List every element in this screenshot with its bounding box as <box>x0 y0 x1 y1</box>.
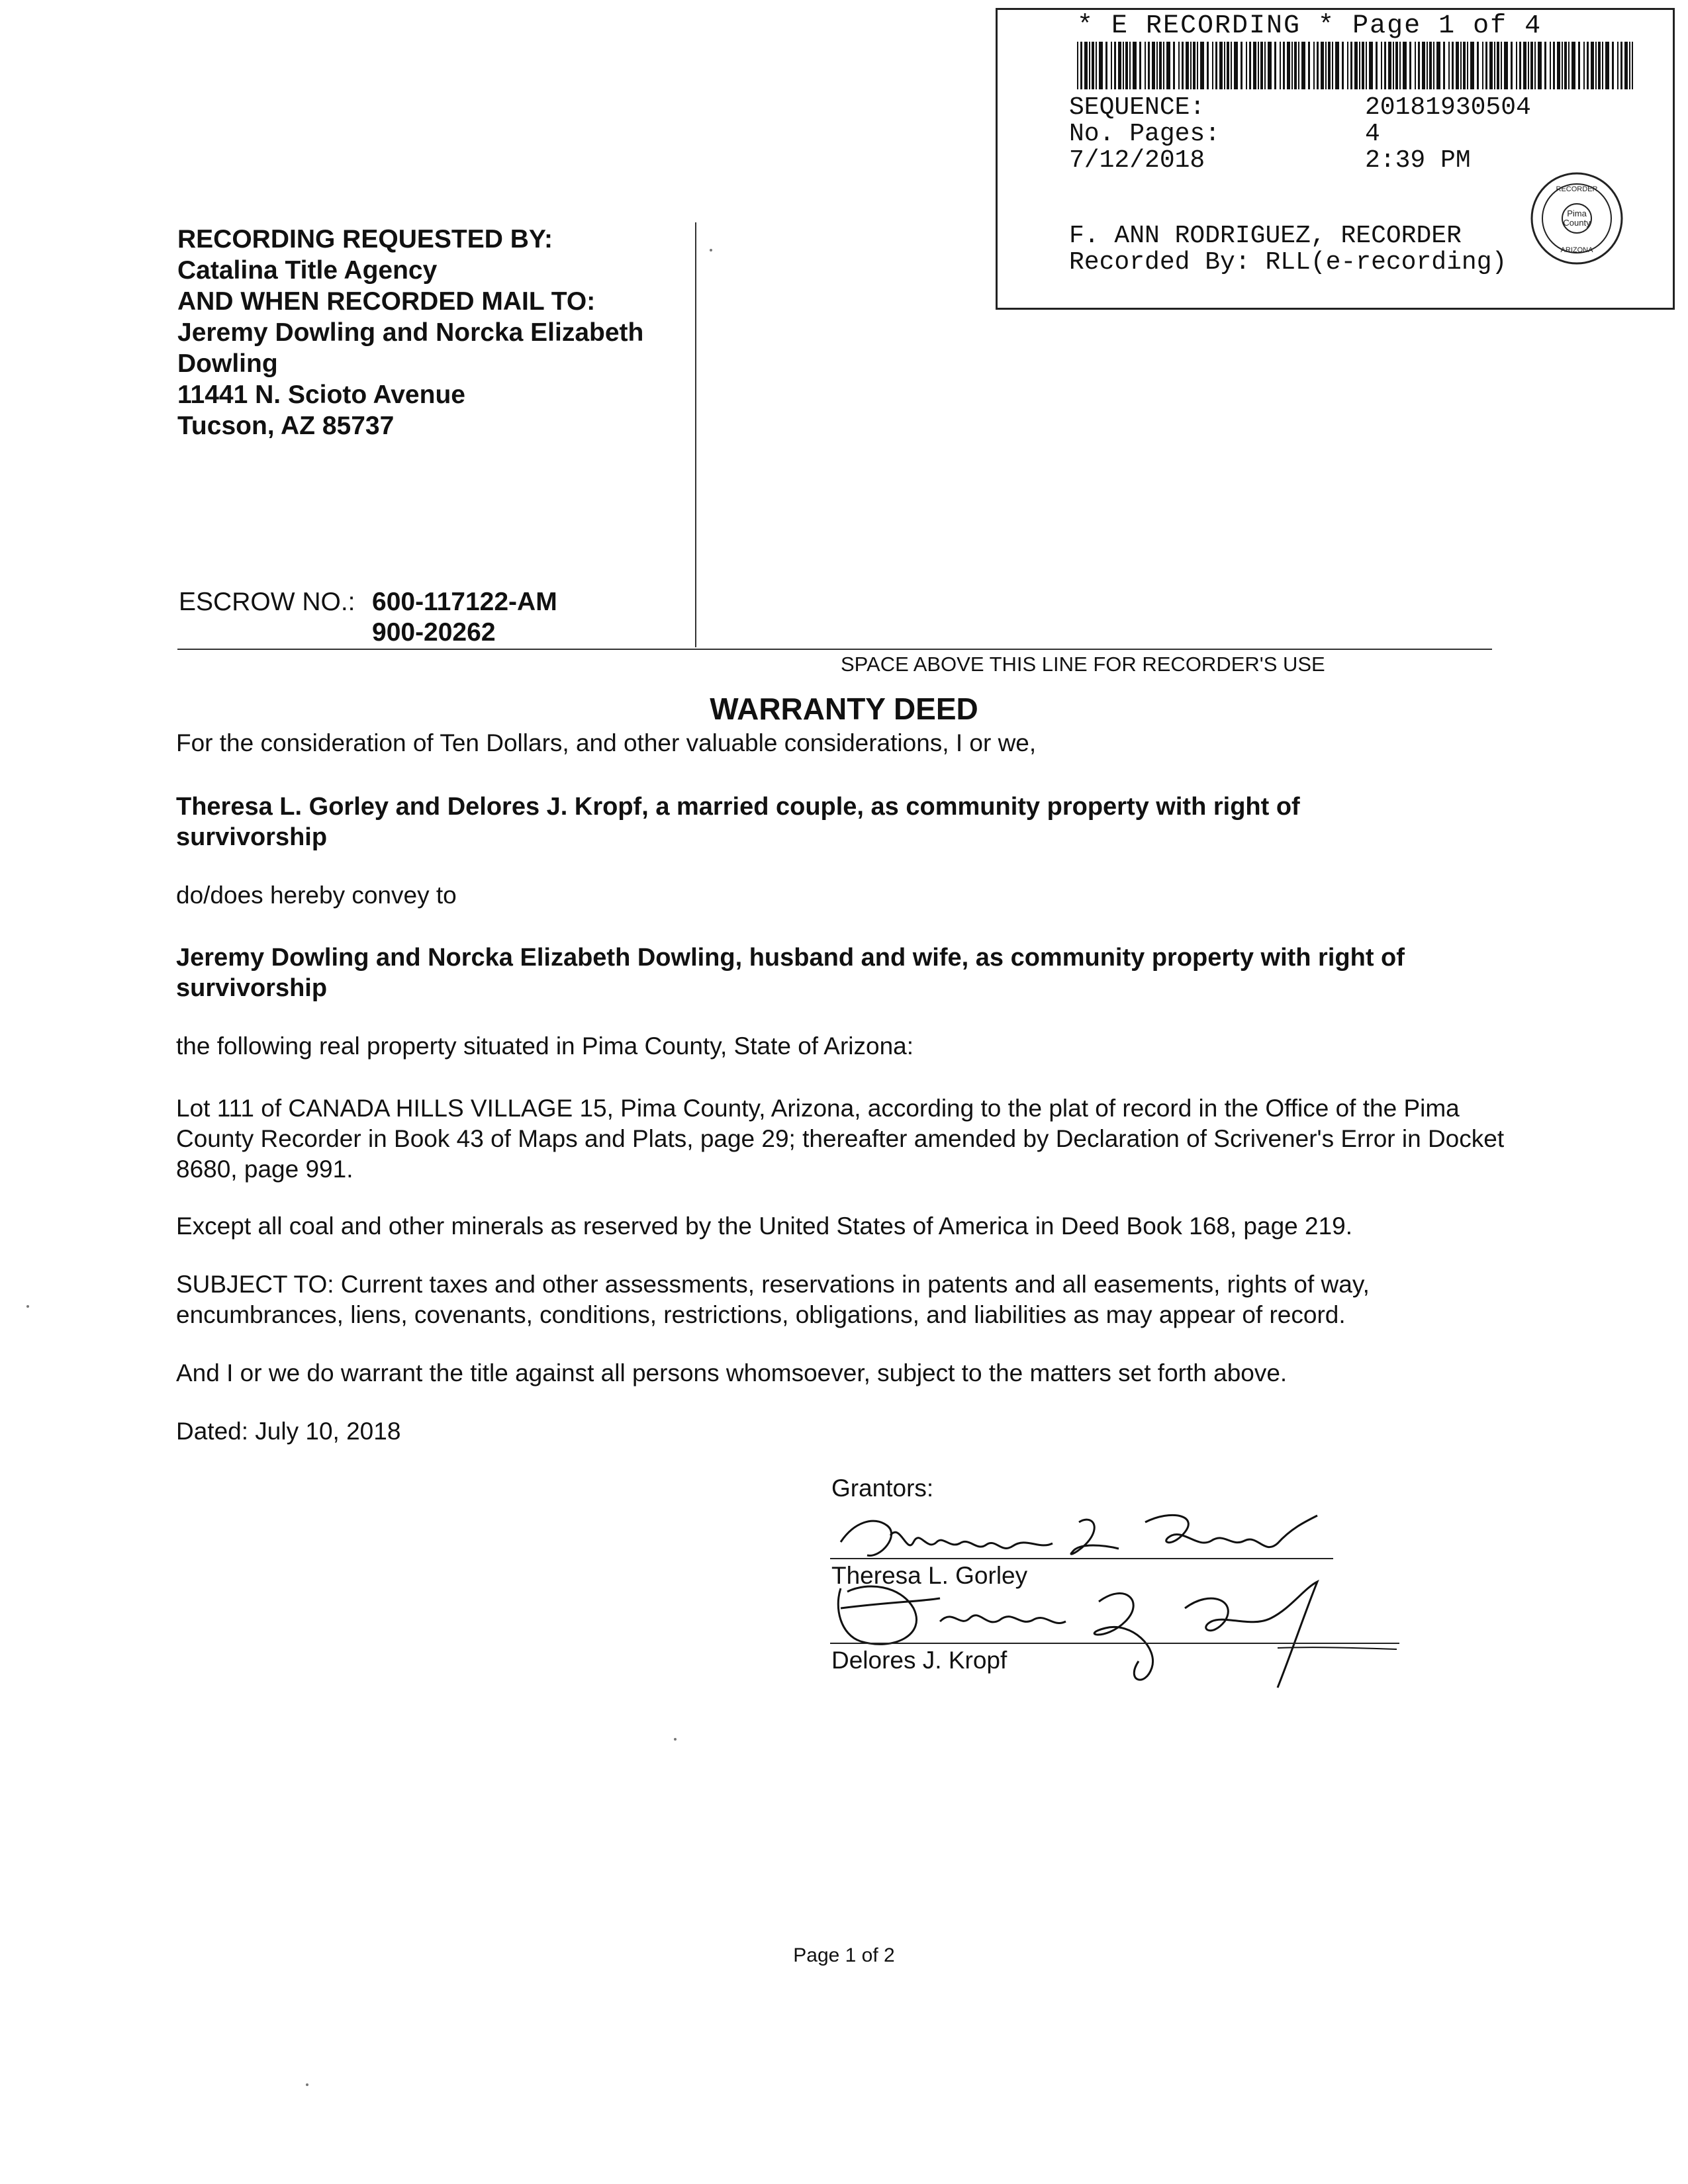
barcode-bar <box>1163 42 1164 89</box>
barcode-bar <box>1519 42 1521 89</box>
barcode-bar <box>1080 42 1082 89</box>
barcode-bar <box>1485 42 1487 89</box>
barcode-bar <box>1342 42 1344 89</box>
barcode-bar <box>1291 42 1293 89</box>
svg-text:Pima: Pima <box>1567 208 1587 218</box>
barcode-bar <box>1620 42 1622 89</box>
barcode-bar <box>1105 42 1107 89</box>
barcode-bar <box>1193 42 1196 89</box>
barcode-bar <box>1497 42 1499 89</box>
barcode-bar <box>1624 42 1628 89</box>
recording-address-block <box>177 224 680 441</box>
barcode-bar <box>1477 42 1479 89</box>
barcode-bar <box>1583 42 1585 89</box>
mail-to-street: 11441 N. Scioto Avenue <box>177 381 465 409</box>
barcode-bar <box>1197 42 1198 89</box>
recorders-use-note: SPACE ABOVE THIS LINE FOR RECORDER'S USE <box>841 653 1325 676</box>
barcode-bar <box>1534 42 1536 89</box>
barcode-bar <box>1591 42 1594 89</box>
barcode-bar <box>1274 42 1276 89</box>
svg-text:County: County <box>1563 218 1591 228</box>
recording-requested-heading: RECORDING REQUESTED BY: <box>177 225 553 253</box>
signature-line-2 <box>830 1643 1399 1644</box>
barcode-bar <box>1190 42 1192 89</box>
convey-text: do/does hereby convey to <box>176 882 457 909</box>
barcode-bar <box>1258 42 1259 89</box>
barcode-bar <box>1298 42 1299 89</box>
scan-speck <box>710 249 712 251</box>
barcode-bar <box>1280 42 1281 89</box>
barcode-bar <box>1605 42 1609 89</box>
barcode-bar <box>1283 42 1285 89</box>
barcode-bar <box>1207 42 1209 89</box>
barcode-bar <box>1362 42 1364 89</box>
barcode-bar <box>1313 42 1315 89</box>
barcode-bar <box>1403 42 1407 89</box>
vertical-divider <box>695 222 696 647</box>
barcode-bar <box>1443 42 1445 89</box>
deed-title: WARRANTY DEED <box>710 692 978 726</box>
barcode-bar <box>1429 42 1432 89</box>
grantors-label: Grantors: <box>831 1475 934 1502</box>
barcode-bar <box>1200 42 1204 89</box>
recorded-by: Recorded By: RLL(e-recording) <box>1069 248 1507 277</box>
barcode-bar <box>1186 42 1189 89</box>
barcode-bar <box>1294 42 1297 89</box>
barcode-bar <box>1504 42 1508 89</box>
barcode-bar <box>1436 42 1440 89</box>
signature-2-handwriting <box>814 1562 1410 1694</box>
barcode <box>1077 42 1633 89</box>
barcode-bar <box>1156 42 1158 89</box>
record-date: 7/12/2018 <box>1069 146 1205 175</box>
barcode-bar <box>1470 42 1474 89</box>
escrow-number-2: 900-20262 <box>372 618 496 647</box>
barcode-bar <box>1246 42 1247 89</box>
barcode-bar <box>1089 42 1090 89</box>
barcode-bar <box>1602 42 1603 89</box>
barcode-bar <box>1123 42 1124 89</box>
barcode-bar <box>1249 42 1251 89</box>
barcode-bar <box>1632 42 1633 89</box>
barcode-bar <box>1384 42 1386 89</box>
barcode-bar <box>1399 42 1401 89</box>
pages-value: 4 <box>1365 120 1380 148</box>
barcode-bar <box>1456 42 1459 89</box>
mail-to-name: Jeremy Dowling and Norcka Elizabeth Dowling <box>177 318 644 378</box>
barcode-bar <box>1427 42 1428 89</box>
barcode-bar <box>1308 42 1310 89</box>
barcode-bar <box>1359 42 1360 89</box>
barcode-bar <box>1452 42 1454 89</box>
barcode-bar <box>1376 42 1378 89</box>
barcode-bar <box>1268 42 1272 89</box>
barcode-bar <box>1467 42 1468 89</box>
pages-label: No. Pages: <box>1069 120 1221 148</box>
barcode-bar <box>1335 42 1339 89</box>
barcode-bar <box>1145 42 1146 89</box>
barcode-bar <box>1129 42 1131 89</box>
consideration-text: For the consideration of Ten Dollars, and other valuable considerations, I or we, <box>176 729 1037 756</box>
barcode-bar <box>1553 42 1555 89</box>
grantors-text: Theresa L. Gorley and Delores J. Kropf, a married couple, as community property with right of survivorship <box>176 793 1300 851</box>
recorder-use-divider <box>177 649 1492 650</box>
barcode-bar <box>1317 42 1319 89</box>
page-footer: Page 1 of 2 <box>793 1944 895 1966</box>
barcode-bar <box>1544 42 1546 89</box>
barcode-bar <box>1099 42 1103 89</box>
barcode-bar <box>1118 42 1121 89</box>
escrow-number-1: 600-117122-AM <box>372 588 557 616</box>
barcode-bar <box>1463 42 1466 89</box>
barcode-bar <box>1568 42 1570 89</box>
barcode-bar <box>1159 42 1162 89</box>
barcode-bar <box>1528 42 1529 89</box>
signature-line-1 <box>830 1558 1333 1559</box>
barcode-bar <box>1482 42 1483 89</box>
barcode-bar <box>1260 42 1263 89</box>
scan-speck <box>306 2083 308 2086</box>
barcode-bar <box>1253 42 1256 89</box>
property-intro: the following real property situated in Pima County, State of Arizona: <box>176 1032 914 1060</box>
barcode-bar <box>1564 42 1567 89</box>
barcode-bar <box>1415 42 1416 89</box>
barcode-bar <box>1523 42 1526 89</box>
mineral-exception: Except all coal and other minerals as reserved by the United States of America in Deed Book 168, page 219. <box>176 1212 1353 1240</box>
barcode-bar <box>1511 42 1513 89</box>
barcode-bar <box>1301 42 1305 89</box>
barcode-bar <box>1182 42 1184 89</box>
barcode-bar <box>1562 42 1563 89</box>
barcode-bar <box>1433 42 1434 89</box>
barcode-bar <box>1571 42 1575 89</box>
barcode-bar <box>1139 42 1141 89</box>
barcode-bar <box>1418 42 1420 89</box>
requester-name: Catalina Title Agency <box>177 256 438 285</box>
county-recorder-seal-icon <box>1527 169 1626 268</box>
barcode-bar <box>1133 42 1137 89</box>
signer-1-name: Theresa L. Gorley <box>831 1562 1028 1589</box>
mail-to-city: Tucson, AZ 85737 <box>177 412 395 440</box>
barcode-bar <box>1494 42 1495 89</box>
barcode-bar <box>1148 42 1150 89</box>
barcode-bar <box>1366 42 1367 89</box>
barcode-bar <box>1219 42 1223 89</box>
record-time: 2:39 PM <box>1365 146 1471 175</box>
barcode-bar <box>1629 42 1630 89</box>
barcode-bar <box>1448 42 1450 89</box>
barcode-bar <box>1321 42 1324 89</box>
barcode-bar <box>1578 42 1580 89</box>
subject-to-clause: SUBJECT TO: Current taxes and other assessments, reservations in patents and all easements, rights of way, encumbrances, liens, covenants, conditions, restrictions, obligations, and liabilities as may appear of record. <box>176 1271 1370 1328</box>
svg-text:RECORDER: RECORDER <box>1556 185 1598 193</box>
recorder-name: F. ANN RODRIGUEZ, RECORDER <box>1069 222 1462 250</box>
barcode-bar <box>1550 42 1551 89</box>
barcode-bar <box>1084 42 1088 89</box>
barcode-bar <box>1114 42 1116 89</box>
barcode-bar <box>1227 42 1229 89</box>
barcode-bar <box>1595 42 1597 89</box>
barcode-bar <box>1178 42 1180 89</box>
barcode-bar <box>1241 42 1243 89</box>
barcode-bar <box>1077 42 1078 89</box>
barcode-bar <box>1152 42 1155 89</box>
barcode-bar <box>1328 42 1331 89</box>
barcode-bar <box>1166 42 1170 89</box>
barcode-bar <box>1350 42 1352 89</box>
barcode-bar <box>1231 42 1232 89</box>
barcode-bar <box>1409 42 1411 89</box>
barcode-bar <box>1224 42 1225 89</box>
barcode-bar <box>1332 42 1333 89</box>
barcode-bar <box>1212 42 1213 89</box>
grantees-text: Jeremy Dowling and Norcka Elizabeth Dowling, husband and wife, as community property with right of survivorship <box>176 944 1405 1002</box>
barcode-bar <box>1369 42 1373 89</box>
sequence-value: 20181930504 <box>1365 93 1531 122</box>
signer-2-name: Delores J. Kropf <box>831 1647 1008 1674</box>
barcode-bar <box>1516 42 1517 89</box>
mail-to-heading: AND WHEN RECORDED MAIL TO: <box>177 287 596 316</box>
escrow-label: ESCROW NO.: <box>179 588 355 616</box>
warranty-clause: And I or we do warrant the title against all persons whomsoever, subject to the matters set forth above. <box>176 1359 1288 1387</box>
scan-speck <box>26 1305 29 1308</box>
scan-speck <box>674 1738 677 1741</box>
barcode-bar <box>1422 42 1425 89</box>
barcode-bar <box>1347 42 1348 89</box>
barcode-bar <box>1538 42 1542 89</box>
barcode-bar <box>1557 42 1560 89</box>
sequence-label: SEQUENCE: <box>1069 93 1205 122</box>
stamp-header: * E RECORDING * Page 1 of 4 <box>1077 11 1542 41</box>
barcode-bar <box>1092 42 1094 89</box>
barcode-bar <box>1173 42 1175 89</box>
barcode-bar <box>1111 42 1112 89</box>
barcode-bar <box>1234 42 1238 89</box>
barcode-bar <box>1381 42 1382 89</box>
recorder-stamp <box>996 8 1675 310</box>
barcode-bar <box>1587 42 1589 89</box>
barcode-bar <box>1096 42 1097 89</box>
barcode-bar <box>1598 42 1601 89</box>
dated-line: Dated: July 10, 2018 <box>176 1418 401 1445</box>
svg-text:ARIZONA: ARIZONA <box>1560 246 1593 254</box>
barcode-bar <box>1215 42 1217 89</box>
barcode-bar <box>1460 42 1462 89</box>
barcode-bar <box>1354 42 1358 89</box>
barcode-bar <box>1325 42 1327 89</box>
barcode-bar <box>1287 42 1290 89</box>
barcode-bar <box>1530 42 1533 89</box>
barcode-bar <box>1125 42 1128 89</box>
barcode-bar <box>1388 42 1391 89</box>
barcode-bar <box>1393 42 1394 89</box>
barcode-bar <box>1489 42 1493 89</box>
barcode-bar <box>1501 42 1502 89</box>
barcode-bar <box>1612 42 1614 89</box>
legal-description: Lot 111 of CANADA HILLS VILLAGE 15, Pima County, Arizona, according to the plat of record in the Office of the Pima County Recorder in Book 43 of Maps and Plats, page 29; thereafter amended by Declaration of Scrivener's Error in Docket 8680, page 991. <box>176 1095 1505 1183</box>
barcode-bar <box>1264 42 1266 89</box>
barcode-bar <box>1395 42 1398 89</box>
barcode-bar <box>1617 42 1618 89</box>
